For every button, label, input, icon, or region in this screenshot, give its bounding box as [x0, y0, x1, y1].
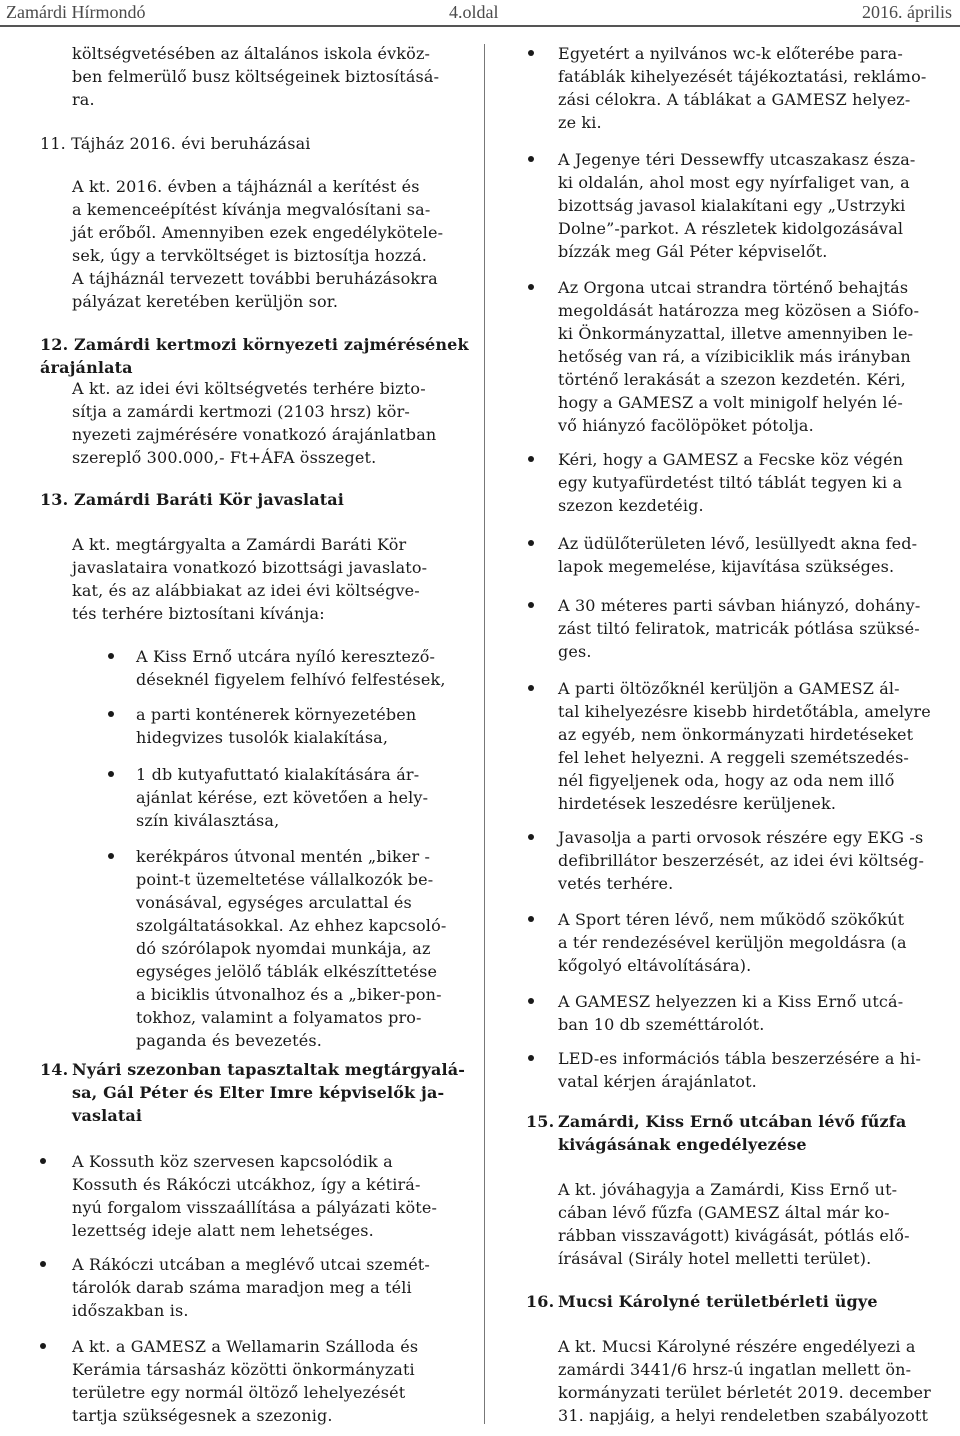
list-item-line: A Kossuth köz szervesen kapcsolódik a	[72, 1152, 393, 1171]
column-divider	[484, 44, 485, 1424]
body-line: szereplő 300.000,- Ft+ÁFA összeget.	[72, 448, 377, 467]
body-line: kat, és az alábbiakat az idei évi költségve-	[72, 581, 420, 600]
list-item-line: nyú forgalom visszaállítása a pályázati köte-	[72, 1198, 438, 1217]
bullet-icon	[528, 284, 534, 290]
list-item-line: tokhoz, valamint a folyamatos pro-	[136, 1008, 422, 1027]
list-item-line: Kossuth és Rákóczi utcákhoz, így a kétirá-	[72, 1175, 421, 1194]
body-line: tés terhére biztosítani kívánja:	[72, 604, 325, 623]
list-item-line: Kéri, hogy a GAMESZ a Fecske köz végén	[558, 450, 904, 469]
list-item-line: Kerámia társasház közötti önkormányzati	[72, 1360, 415, 1379]
section-number: 16.	[526, 1292, 555, 1311]
list-item-line: időszakban is.	[72, 1301, 189, 1320]
bullet-icon	[108, 711, 114, 717]
list-item-line: zási célokra. A táblákat a GAMESZ helyez-	[558, 90, 911, 109]
body-line: zamárdi 3441/6 hrsz-ú ingatlan mellett ön-	[558, 1360, 912, 1379]
section-heading: Mucsi Károlyné területbérleti ügye	[558, 1292, 878, 1311]
list-item-line: egységes jelölő táblák elkészíttetése	[136, 962, 438, 981]
body-line: pályázat keretében kerüljön sor.	[72, 292, 339, 311]
list-item-line: nél figyeljenek oda, hogy az oda nem illő	[558, 771, 895, 790]
bullet-icon	[528, 916, 534, 922]
list-item-line: LED-es információs tábla beszerzésére a hi-	[558, 1049, 922, 1068]
list-item-line: a parti konténerek környezetében	[136, 705, 417, 724]
body-line: költségvetésében az általános iskola évköz-	[72, 44, 431, 63]
body-line: sítja a zamárdi kertmozi (2103 hrsz) kör-	[72, 402, 410, 421]
list-item-line: A Sport téren lévő, nem működő szökőkút	[558, 910, 905, 929]
bullet-icon	[108, 771, 114, 777]
list-item-line: defibrillátor beszerzését, az idei évi költség-	[558, 851, 925, 870]
bullet-icon	[528, 540, 534, 546]
list-item-line: paganda és bevezetés.	[136, 1031, 322, 1050]
list-item-line: hirdetések leszedésre kerüljenek.	[558, 794, 837, 813]
bullet-icon	[108, 853, 114, 859]
list-item-line: bízzák meg Gál Péter képviselőt.	[558, 242, 828, 261]
list-item-line: Javasolja a parti orvosok részére egy EKG -s	[558, 828, 924, 847]
list-item-line: Az Orgona utcai strandra történő behajtás	[558, 278, 909, 297]
section-heading: Nyári szezonban tapasztaltak megtárgyalá-	[72, 1060, 466, 1079]
bullet-icon	[40, 1343, 46, 1349]
body-line: kormányzati terület bérletét 2019. december	[558, 1383, 931, 1402]
list-item-line: szolgáltatásokkal. Az ehhez kapcsoló-	[136, 916, 447, 935]
section-heading: vaslatai	[72, 1106, 143, 1125]
section-heading: Zamárdi, Kiss Ernő utcában lévő fűzfa	[558, 1112, 907, 1131]
bullet-icon	[528, 456, 534, 462]
bullet-icon	[40, 1261, 46, 1267]
body-line: írásával (Sirály hotel melletti terület).	[558, 1249, 872, 1268]
list-item-line: területre egy normál öltöző lehelyezését	[72, 1383, 406, 1402]
page-header	[0, 0, 960, 26]
list-item-line: zást tiltó feliratok, matricák pótlása szüksé-	[558, 619, 920, 638]
list-item-line: ges.	[558, 642, 592, 661]
list-item-line: hogy a GAMESZ a volt minigolf helyén lé-	[558, 393, 903, 412]
list-item-line: A Jegenye téri Dessewffy utcaszakasz észa-	[558, 150, 916, 169]
list-item-line: Egyetért a nyilvános wc-k előterébe para-	[558, 44, 903, 63]
list-item-line: ki oldalán, ahol most egy nyírfaliget van, a	[558, 173, 910, 192]
body-line: 31. napjáig, a helyi rendeletben szabályozott	[558, 1406, 929, 1425]
list-item-line: A Rákóczi utcában a meglévő utcai szemét-	[72, 1255, 430, 1274]
list-item-line: szín kiválasztása,	[136, 811, 280, 830]
body-line: javaslataira vonatkozó bizottsági javaslato-	[72, 558, 428, 577]
body-line: A kt. Mucsi Károlyné részére engedélyezi a	[558, 1337, 916, 1356]
list-item-line: A 30 méteres parti sávban hiányzó, dohány-	[558, 596, 921, 615]
bullet-icon	[528, 1055, 534, 1061]
body-line: nyezeti zajmérésére vonatkozó árajánlatban	[72, 425, 437, 444]
list-item-line: hetőség van rá, a vízibiciklik más irányban	[558, 347, 911, 366]
list-item-line: fatáblák kihelyezését tájékoztatási, reklámo-	[558, 67, 927, 86]
list-item-line: point-t üzemeltetése vállalkozók be-	[136, 870, 434, 889]
list-item-line: tárolók darab száma maradjon meg a téli	[72, 1278, 412, 1297]
bullet-icon	[528, 156, 534, 162]
list-item-line: az egyéb, nem önkormányzati hirdetéseket	[558, 725, 914, 744]
body-line: A kt. megtárgyalta a Zamárdi Baráti Kör	[72, 535, 407, 554]
list-item-line: megoldását határozza meg közösen a Siófo-	[558, 301, 920, 320]
list-item-line: dó szórólapok nyomdai munkája, az	[136, 939, 431, 958]
list-item-line: szezon kezdetéig.	[558, 496, 704, 515]
list-item-line: történő lerakását a szezon kezdetén. Kéri,	[558, 370, 906, 389]
list-item-line: hidegvizes tusolók kialakítása,	[136, 728, 389, 747]
bullet-icon	[528, 834, 534, 840]
list-item-line: Dolne”-parkot. A részletek kidolgozásával	[558, 219, 904, 238]
body-line: rábban visszavágott) kivágását, pótlás elő-	[558, 1226, 910, 1245]
bullet-icon	[528, 998, 534, 1004]
page-number: 4.oldal	[449, 2, 499, 22]
list-item-line: tartja szükségesnek a szezonig.	[72, 1406, 333, 1425]
list-item-line: ban 10 db szeméttárolót.	[558, 1015, 765, 1034]
list-item-line: A GAMESZ helyezzen ki a Kiss Ernő utcá-	[558, 992, 904, 1011]
body-line: sek, úgy a tervköltséget is biztosítja hozzá.	[72, 246, 427, 265]
issue-date: 2016. április	[862, 2, 952, 22]
list-item-line: lezettség ideje alatt nem lehetséges.	[72, 1221, 374, 1240]
list-item-line: vetés terhére.	[558, 874, 674, 893]
publication-title: Zamárdi Hírmondó	[6, 2, 146, 22]
section-heading: sa, Gál Péter és Elter Imre képviselők ja-	[72, 1083, 445, 1102]
list-item-line: a biciklis útvonalhoz és a „biker-pon-	[136, 985, 442, 1004]
list-item-line: A Kiss Ernő utcára nyíló keresztező-	[136, 647, 436, 666]
bullet-icon	[528, 50, 534, 56]
list-item-line: vonásával, egységes arculattal és	[136, 893, 412, 912]
list-item-line: ajánlat kérése, ezt követően a hely-	[136, 788, 429, 807]
list-item-line: vatal kérjen árajánlatot.	[558, 1072, 757, 1091]
body-line: ját erőből. Amennyiben ezek engedélykötele-	[72, 223, 444, 242]
body-line: ra.	[72, 90, 95, 109]
body-line: A kt. jóváhagyja a Zamárdi, Kiss Ernő ut-	[558, 1180, 898, 1199]
section-heading: árajánlata	[40, 358, 133, 377]
bullet-icon	[108, 653, 114, 659]
list-item-line: déseknél figyelem felhívó felfestések,	[136, 670, 446, 689]
list-item-line: Az üdülőterületen lévő, lesüllyedt akna fed-	[558, 534, 918, 553]
list-item-line: tal kihelyezésre kisebb hirdetőtábla, amelyre	[558, 702, 931, 721]
section-number: 15.	[526, 1112, 555, 1131]
body-line: a kemenceépítést kívánja megvalósítani sa-	[72, 200, 431, 219]
list-item-line: vő hiányzó facölöpöket pótolja.	[558, 416, 814, 435]
body-line: A kt. az idei évi költségvetés terhére bizto-	[72, 379, 426, 398]
list-item-line: ze ki.	[558, 113, 602, 132]
list-item-line: ki Önkormányzattal, illetve amennyiben le-	[558, 324, 914, 343]
list-item-line: lapok megemelése, kijavítása szükséges.	[558, 557, 895, 576]
header-rule	[0, 25, 960, 27]
section-heading: kivágásának engedélyezése	[558, 1135, 807, 1154]
body-line: A kt. 2016. évben a tájháznál a kerítést és	[72, 177, 420, 196]
list-item-line: kőgolyó eltávolítására).	[558, 956, 752, 975]
list-item-line: fel lehet helyezni. A reggeli szemétszedés-	[558, 748, 909, 767]
list-item-line: a tér rendezésével kerüljön megoldásra (a	[558, 933, 907, 952]
list-item-line: 1 db kutyafuttató kialakítására ár-	[136, 765, 420, 784]
section-heading: 11. Tájház 2016. évi beruházásai	[40, 134, 311, 153]
bullet-icon	[528, 685, 534, 691]
section-heading: 13. Zamárdi Baráti Kör javaslatai	[40, 490, 345, 509]
body-line: ben felmerülő busz költségeinek biztosításá-	[72, 67, 440, 86]
list-item-line: A kt. a GAMESZ a Wellamarin Szálloda és	[72, 1337, 419, 1356]
body-line: A tájháznál tervezett további beruházásokra	[72, 269, 438, 288]
bullet-icon	[528, 602, 534, 608]
list-item-line: bizottság javasol kialakítani egy „Ustrzyki	[558, 196, 906, 215]
list-item-line: A parti öltözőknél kerüljön a GAMESZ ál-	[558, 679, 900, 698]
list-item-line: egy kutyafürdetést tiltó táblát tegyen ki a	[558, 473, 903, 492]
list-item-line: kerékpáros útvonal mentén „biker -	[136, 847, 431, 866]
section-heading: 12. Zamárdi kertmozi környezeti zajmérésének	[40, 335, 469, 354]
bullet-icon	[40, 1158, 46, 1164]
body-line: cában lévő fűzfa (GAMESZ által már ko-	[558, 1203, 890, 1222]
section-number: 14.	[40, 1060, 69, 1079]
